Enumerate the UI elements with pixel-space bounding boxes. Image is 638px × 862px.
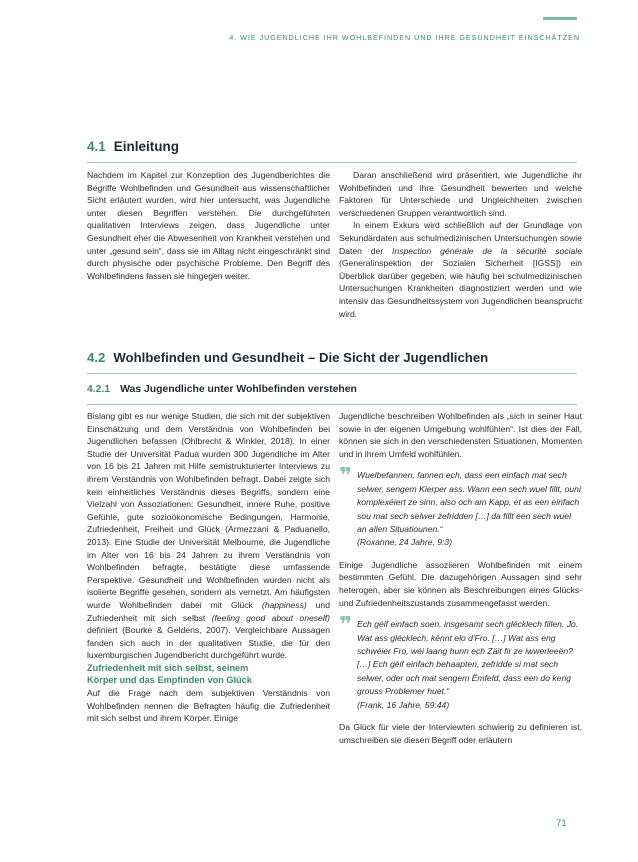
section-title: Einleitung — [113, 139, 180, 154]
text-run: definiert (Bourke & Geldens, 2007). Vergleichbare Aussagen fanden sich auch in der qualitativen Studie, die für den luxemburgischen Jugendbericht durchgeführt wurde. — [87, 625, 330, 661]
quote-mark-icon: ❞ — [339, 463, 352, 489]
subheading-line: Zufriedenheit mit sich selbst, seinem — [87, 662, 249, 673]
section-title: Wohlbefinden und Gesundheit – Die Sicht der Jugendlichen — [113, 350, 489, 365]
italic-term: Inspection générale de la sécurité sociale — [392, 245, 582, 256]
subsection-title: Was Jugendliche unter Wohlbefinden verstehen — [120, 384, 357, 395]
paragraph: Einige Jugendliche assoziieren Wohlbefinden mit einem bestimmten Gefühl. Die dazugehörigen Aussagen sind sehr heterogen, aber sie können als Beschreibungen eines Glücks- und Zufriedenheitszustands zusammengefasst werden. — [339, 559, 582, 608]
text-run: und Zufriedenheit mit sich selbst — [87, 599, 330, 623]
section-heading-4-2 — [87, 350, 488, 365]
top-accent-rule — [543, 17, 577, 20]
paragraph: Nachdem im Kapitel zur Konzeption des Jugendberichtes die Begriffe Wohlbefinden und Gesundheit aus wissenschaftlicher Sicht erläutert wurden, wird hier untersucht, was Jugendliche unter diesen Begriffen verstehen. Die durchgeführten qualitativen Interviews zeigen, dass Jugendliche unter Gesundheit eher die Abwesenheit von Krankheit verstehen und unter „gesund sein“, dass sie im Alltag nicht eingeschränkt sind durch physische oder psychische Probleme. Den Begriff des Wohlbefindens fassen sie hingegen weiter. — [87, 170, 330, 281]
text-run: Bislang gibt es nur wenige Studien, die sich mit der subjektiven Einschätzung und dem Verständnis von Wohlbefinden bei Jugendlichen befassen (Ohlbrecht & Winkler, 2018). In einer Studie der Universität Padua wurden 300 Jugendliche im Alter von 16 bis 21 Jahren mit Hilfe semistrukturierter Interviews zu ihrem Verständnis von Wohlbefinden befragt. Dabei zeigte sich kein einheitliches Verständnis dieses Begriffs, sondern eine Vielzahl von Assoziationen: Gesundheit, innere Ruhe, positive Gefühle, gute sozioökonomische Bedingungen, Harmonie, Zufriedenheit, Freiheit und Glück (Armezzani & Paduanello, 2013). Eine Studie der Universität Melbourne, die Jugendliche im Alter von 16 bis 24 Jahren zu ihrem Verständnis von Wohlbefinden befragte, bestätigte diese umfassende Perspektive. Gesundheit und Wohlbefinden wurden nicht als isolierte Begriffe gesehen, sondern als vernetzt. Am häufigsten wurde Wohlbefinden dabei mit Glück — [87, 411, 330, 610]
paragraph — [87, 410, 330, 662]
paragraph: Jugendliche beschreiben Wohlbefinden als „sich in seiner Haut sowie in der eigenen Umgebung wohlfühlen“. Ist dies der Fall, können sie sich in den verschiedensten Situationen, Momenten und in ihrem Umfeld wohlfühlen. — [339, 411, 582, 459]
paragraph: Da Glück für viele der Interviewten schwierig zu definieren ist, umschreiben sie diesen Begriff oder erläutern — [339, 722, 582, 745]
page-number: 71 — [556, 818, 567, 829]
text-run: (Generalinspektion der Sozialen Sicherheit [IGSS]) ein Überblick darüber gegeben, wie häufig bei schulmedizinischen Untersuchungen Krankheiten diagnostiziert werden und wie intensiv das Gesundheitssystem von Jugendlichen beansprucht wird. — [339, 258, 582, 319]
text-run: In einem Exkurs wird schließlich auf der Grundlage von Sekundärdaten aus schulmedizinischen Untersuchungen sowie Daten der — [339, 220, 582, 256]
section-heading-4-1 — [87, 139, 179, 154]
italic-term: (feeling good about oneself) — [211, 612, 330, 623]
quote-text: Wuelbefannen, fannen ech, dass een einfach mat sech selwer, sengem Kierper ass. Wann een sech wuel fillt, ouni komplexéiert ze sinn, also och am Kapp, et as een einfach sou mat sech selwer zefridden […] da fillt een sech wuel an allen Situatiounen.“ — [357, 470, 581, 534]
section-rule — [87, 162, 577, 163]
subsection-number: 4.2.1 — [87, 384, 111, 395]
section-rule — [87, 373, 577, 374]
section-number: 4.1 — [87, 139, 106, 154]
column-body-right — [339, 410, 582, 746]
paragraph: Auf die Frage nach dem subjektiven Verständnis von Wohlbefinden nennen die Befragten häufig die Zufriedenheit mit sich selbst und ihrem Körper. Einige — [87, 688, 330, 724]
column-body-left — [87, 410, 330, 725]
column-intro-left — [87, 169, 330, 282]
paragraph: Daran anschließend wird präsentiert, wie Jugendliche ihr Wohlbefinden und ihre Gesundheit bewerten und welche Faktoren für Unterschiede und Ungleichheiten zwischen verschiedenen Gruppen verantwortlich sind. — [339, 170, 582, 218]
quote-source: (Roxanne, 24 Jahre, 9:3) — [357, 537, 453, 548]
quote-mark-icon: ❞ — [339, 612, 352, 638]
section-number: 4.2 — [87, 350, 106, 365]
quote-source: (Frank, 16 Jahre, 59:44) — [357, 699, 450, 710]
quote-text: Ech géif einfach soen, insgesamt sech glécklech fillen. Jo. Wat ass glécklech, kënnt elo d'Fro. […] Wat ass eng schwéier Fro, wéi laang hunn ech Zäit fir ze iwwerleeën? […] Ech géif einfach behaapten, zefridde si mat sech selwer, oder och mat sengem Ëmfeld, dass een do keng grouss Problemer huet.“ — [357, 619, 579, 697]
running-head: 4. WIE JUGENDLICHE IHR WOHLBEFINDEN UND IHRE GESUNDHEIT EINSCHÄTZEN — [229, 33, 580, 42]
subheading — [87, 662, 330, 687]
subheading-line: Körper und das Empfinden von Glück — [87, 675, 252, 686]
paragraph — [339, 219, 582, 320]
subsection-heading-4-2-1 — [87, 384, 357, 395]
subsection-rule — [87, 404, 577, 405]
interview-quote — [339, 463, 582, 549]
italic-term: (happiness) — [261, 599, 307, 610]
column-intro-right — [339, 169, 582, 320]
interview-quote — [339, 612, 582, 712]
